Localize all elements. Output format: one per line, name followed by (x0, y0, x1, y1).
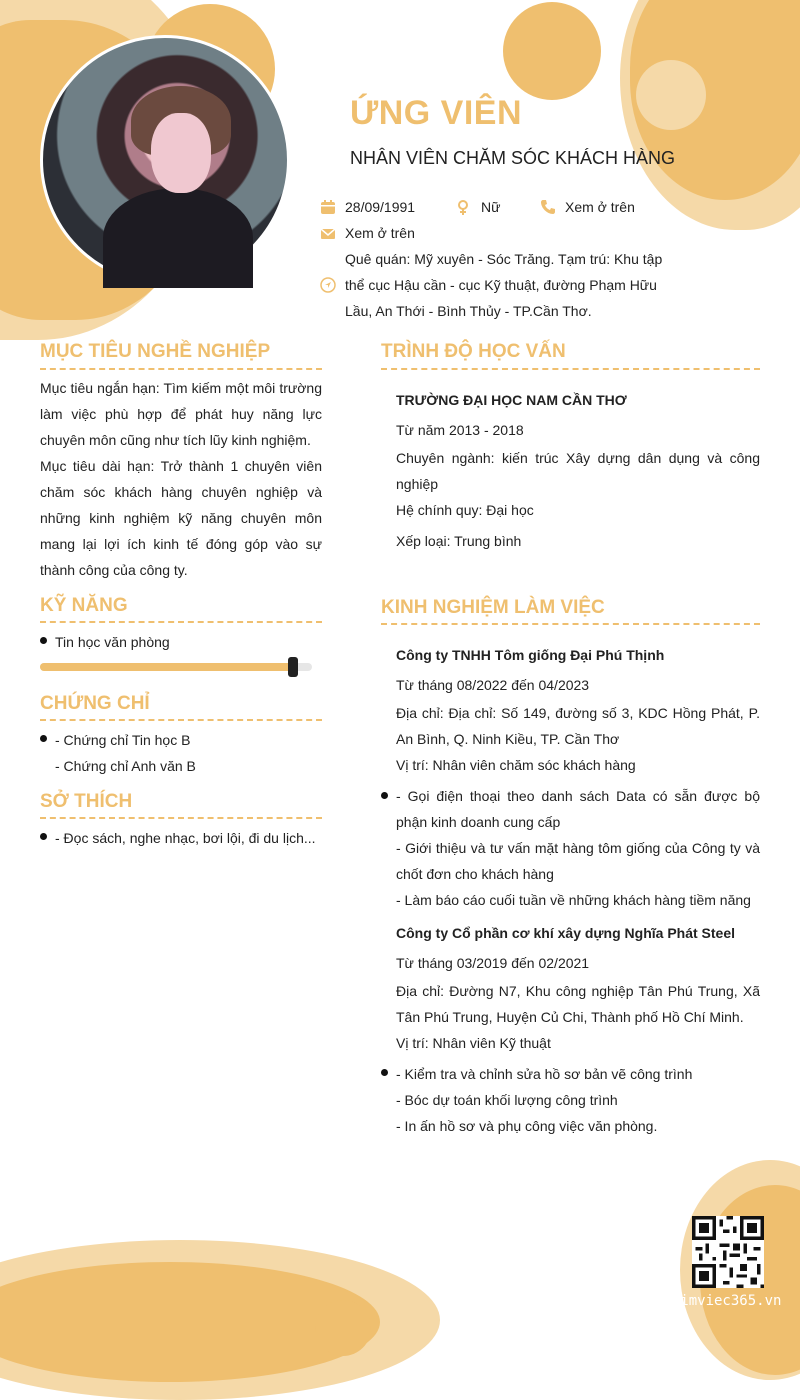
objective-long: Mục tiêu dài hạn: Trở thành 1 chuyên viên chăm sóc khách hàng chuyên nghiệp và những kinh nghiệm kỹ năng chuyên môn mang lại lợi ích kinh tế đóng góp vào sự thành công của công ty. (40, 458, 322, 578)
section-divider (381, 623, 760, 625)
job-period: Từ tháng 08/2022 đến 04/2023 (396, 677, 590, 693)
decor-circle (315, 1300, 371, 1356)
avatar-body (103, 188, 253, 288)
job-duty: - In ấn hồ sơ và phụ công việc văn phòng. (396, 1118, 658, 1134)
education-grade: Xếp loại: Trung bình (396, 533, 522, 549)
section-divider (40, 817, 322, 819)
section-title-objective: MỤC TIÊU NGHỀ NGHIỆP (40, 341, 271, 362)
job-duty: - Kiểm tra và chỉnh sửa hồ sơ bản vẽ công trình (396, 1066, 693, 1082)
avatar-face (151, 113, 211, 193)
qr-code (692, 1216, 764, 1288)
avatar (40, 35, 290, 285)
phone: Xem ở trên (565, 199, 635, 215)
bullet (381, 1069, 388, 1076)
address-line: thể cục Hậu cần - cục Kỹ thuật, đường Phạm Hữu (345, 277, 657, 293)
candidate-name: ỨNG VIÊN (350, 94, 523, 132)
address-line: Lầu, An Thới - Bình Thủy - TP.Cần Thơ. (345, 303, 592, 319)
section-divider (381, 368, 760, 370)
section-title-experience: KINH NGHIỆM LÀM VIỆC (381, 597, 605, 618)
job-period: Từ tháng 03/2019 đến 02/2021 (396, 955, 590, 971)
section-title-hobbies: SỞ THÍCH (40, 791, 133, 812)
job-address: Địa chỉ: Địa chỉ: Số 149, đường số 3, KDC Hồng Phát, P. An Bình, Q. Ninh Kiều, TP. Cần Thơ (396, 705, 760, 747)
job-duty: - Giới thiệu và tư vấn mặt hàng tôm giống của Công ty và chốt đơn cho khách hàng (396, 840, 760, 882)
phone-icon (540, 199, 556, 215)
education-system: Hệ chính quy: Đại học (396, 502, 534, 518)
skill-level-fill (40, 663, 293, 671)
calendar-icon (320, 199, 336, 215)
education-major: Chuyên ngành: kiến trúc Xây dựng dân dụng và công nghiệp (396, 450, 760, 492)
section-title-skills: KỸ NĂNG (40, 595, 128, 616)
job-position: Vị trí: Nhân viên Kỹ thuật (396, 1035, 551, 1051)
decor-circle (503, 2, 601, 100)
job-duty: - Làm báo cáo cuối tuần về những khách hàng tiềm năng (396, 892, 751, 908)
gender-icon (455, 199, 471, 215)
birthdate: 28/09/1991 (345, 199, 416, 215)
email-icon (320, 226, 336, 242)
section-divider (40, 368, 322, 370)
section-title-education: TRÌNH ĐỘ HỌC VẤN (381, 341, 566, 362)
company-name: Công ty Cổ phần cơ khí xây dựng Nghĩa Phát Steel (396, 925, 736, 941)
certificate-item: - Chứng chỉ Anh văn B (55, 758, 196, 774)
job-title: NHÂN VIÊN CHĂM SÓC KHÁCH HÀNG (350, 148, 676, 168)
skill-level-knob (288, 657, 298, 677)
bullet (40, 637, 47, 644)
hobbies-text: - Đọc sách, nghe nhạc, bơi lội, đi du lịch... (55, 830, 316, 846)
section-title-certificates: CHỨNG CHỈ (40, 693, 150, 714)
location-icon (320, 277, 336, 293)
gender: Nữ (481, 199, 501, 215)
objective-short: Mục tiêu ngắn hạn: Tìm kiếm một môi trường làm việc phù hợp để phát huy năng lực chuyên môn cũng như tích lũy kinh nghiệm. (40, 380, 322, 448)
certificate-item: - Chứng chỉ Tin học B (55, 732, 191, 748)
job-address: Địa chỉ: Đường N7, Khu công nghiệp Tân Phú Trung, Xã Tân Phú Trung, Huyện Củ Chi, Thành phố Hồ Chí Minh. (396, 983, 760, 1025)
skill-level-bar (40, 663, 312, 671)
company-name: Công ty TNHH Tôm giống Đại Phú Thịnh (396, 647, 665, 663)
bullet (381, 792, 388, 799)
section-divider (40, 719, 322, 721)
section-divider (40, 621, 322, 623)
address-line: Quê quán: Mỹ xuyên - Sóc Trăng. Tạm trú: Khu tập (345, 251, 663, 267)
skill-name: Tin học văn phòng (55, 634, 170, 650)
bullet (40, 735, 47, 742)
decor-circle (636, 60, 706, 130)
education-period: Từ năm 2013 - 2018 (396, 422, 524, 438)
job-duty: - Bóc dự toán khối lượng công trình (396, 1092, 618, 1108)
email: Xem ở trên (345, 225, 415, 241)
school-name: TRƯỜNG ĐẠI HỌC NAM CẦN THƠ (396, 392, 627, 408)
watermark: © Timviec365.vn (655, 1293, 782, 1309)
job-position: Vị trí: Nhân viên chăm sóc khách hàng (396, 757, 636, 773)
job-duty: - Gọi điện thoại theo danh sách Data có sẵn được bộ phận kinh doanh cung cấp (396, 788, 760, 830)
bullet (40, 833, 47, 840)
